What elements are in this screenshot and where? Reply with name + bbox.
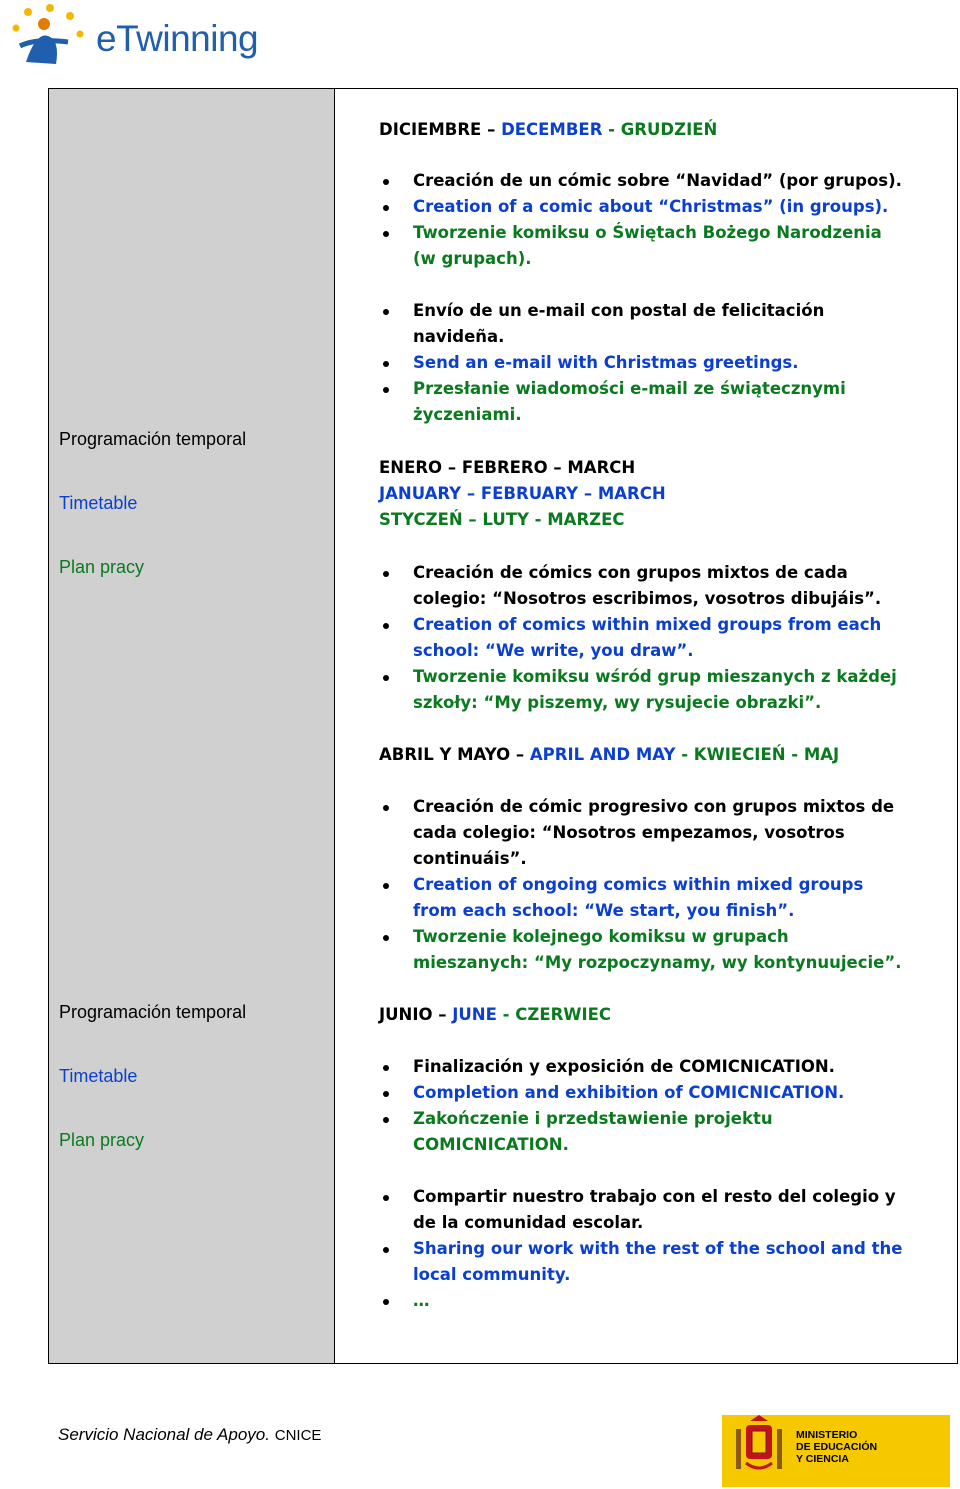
left-column <box>49 89 335 1363</box>
label-timetable: Timetable <box>59 493 138 513</box>
bullet-dot <box>383 1195 389 1201</box>
list-item-cont: local community. <box>413 1265 571 1284</box>
footer-text <box>58 1425 321 1445</box>
list-item: Creation of a comic about “Christmas” (in groups). <box>413 197 889 216</box>
heading-en: DECEMBER <box>501 120 603 139</box>
bullet-dot <box>383 675 389 681</box>
heading-en: JUNE <box>452 1005 497 1024</box>
heading-sep: - <box>608 120 616 139</box>
logo-text: eTwinning <box>96 18 259 59</box>
list-item: Finalización y exposición de COMICNICATION. <box>413 1057 835 1076</box>
ministry-line: DE EDUCACIÓN <box>796 1441 878 1453</box>
section-heading-es: ENERO – FEBRERO – MARCH <box>379 458 636 477</box>
timetable-table <box>48 88 958 1364</box>
heading-es: ABRIL Y MAYO <box>379 745 511 764</box>
section-heading-june <box>379 1005 611 1024</box>
bullet-dot <box>383 1247 389 1253</box>
heading-pl: GRUDZIEŃ <box>620 120 718 139</box>
bullet-dot <box>383 1299 389 1305</box>
bullet-dot <box>383 361 389 367</box>
list-item-cont: navideña. <box>413 327 505 346</box>
etwinning-logo <box>6 2 296 80</box>
heading-pl: KWIECIEŃ - MAJ <box>693 745 840 764</box>
list-item: Compartir nuestro trabajo con el resto del colegio y <box>413 1187 896 1206</box>
list-item-cont: colegio: “Nosotros escribimos, vosotros dibujáis”. <box>413 589 882 608</box>
bullet-dot <box>383 935 389 941</box>
list-item: Tworzenie kolejnego komiksu w grupach <box>413 927 789 946</box>
list-item-cont: szkoły: “My piszemy, wy rysujecie obrazki”. <box>413 693 822 712</box>
label-programacion: Programación temporal <box>59 429 247 449</box>
ministry-line: MINISTERIO <box>796 1429 858 1441</box>
label-plan-pracy: Plan pracy <box>59 1130 145 1150</box>
heading-sep: - <box>502 1005 510 1024</box>
list-item: … <box>413 1291 430 1310</box>
bullet-dot <box>383 1117 389 1123</box>
list-item-cont: COMICNICATION. <box>413 1135 569 1154</box>
list-item: Tworzenie komiksu wśród grup mieszanych z każdej <box>413 667 897 686</box>
list-item: Sharing our work with the rest of the school and the <box>413 1239 903 1258</box>
list-item: Zakończenie i przedstawienie projektu <box>413 1109 773 1128</box>
section-heading-december <box>379 120 717 139</box>
footer-service-name: Servicio Nacional de Apoyo. <box>58 1425 270 1444</box>
list-item: Tworzenie komiksu o Świętach Bożego Narodzenia <box>413 223 882 242</box>
heading-sep: – <box>487 120 496 139</box>
heading-es: JUNIO <box>379 1005 433 1024</box>
label-timetable: Timetable <box>59 1066 138 1086</box>
section-heading-pl: STYCZEŃ – LUTY - MARZEC <box>379 510 625 529</box>
list-item-cont: (w grupach). <box>413 249 532 268</box>
section-heading-april-may <box>379 745 839 764</box>
list-item: Creation of comics within mixed groups from each <box>413 615 882 634</box>
label-plan-pracy: Plan pracy <box>59 557 145 577</box>
bullet-dot <box>383 205 389 211</box>
list-item: Envío de un e-mail con postal de felicitación <box>413 301 825 320</box>
bullet-dot <box>383 571 389 577</box>
list-item-cont: życzeniami. <box>413 405 522 424</box>
heading-sep: – <box>438 1005 447 1024</box>
list-item-cont: cada colegio: “Nosotros empezamos, vosotros <box>413 823 845 842</box>
bullet-dot <box>383 805 389 811</box>
list-item-cont: mieszanych: “My rozpoczynamy, wy kontynuujecie”. <box>413 953 902 972</box>
heading-sep: - <box>681 745 689 764</box>
list-item-cont: continuáis”. <box>413 849 527 868</box>
bullet-dot <box>383 883 389 889</box>
list-item-cont: school: “We write, you draw”. <box>413 641 694 660</box>
list-item: Creación de cómic progresivo con grupos mixtos de <box>413 797 895 816</box>
bullet-dot <box>383 1091 389 1097</box>
bullet-dot <box>383 387 389 393</box>
list-item-cont: de la comunidad escolar. <box>413 1213 644 1232</box>
list-item-cont: from each school: “We start, you finish”. <box>413 901 795 920</box>
list-item: Creación de cómics con grupos mixtos de cada <box>413 563 848 582</box>
ministry-line: Y CIENCIA <box>796 1453 849 1465</box>
list-item: Send an e-mail with Christmas greetings. <box>413 353 799 372</box>
heading-pl: CZERWIEC <box>515 1005 612 1024</box>
list-item: Creación de un cómic sobre “Navidad” (por grupos). <box>413 171 902 190</box>
bullet-dot <box>383 179 389 185</box>
bullet-dot <box>383 1065 389 1071</box>
section-heading-en: JANUARY – FEBRUARY – MARCH <box>379 484 666 503</box>
heading-en: APRIL AND MAY <box>529 745 676 764</box>
list-item: Creation of ongoing comics within mixed groups <box>413 875 864 894</box>
bullet-dot <box>383 309 389 315</box>
etwinning-figure-icon <box>6 2 96 80</box>
ministry-logo <box>722 1415 950 1487</box>
coat-of-arms-icon <box>724 1415 794 1487</box>
ministry-text <box>796 1429 877 1465</box>
list-item: Completion and exhibition of COMICNICATION. <box>413 1083 845 1102</box>
heading-es: DICIEMBRE <box>379 120 482 139</box>
bullet-dot <box>383 231 389 237</box>
bullet-dot <box>383 623 389 629</box>
label-programacion: Programación temporal <box>59 1002 247 1022</box>
list-item: Przesłanie wiadomości e-mail ze świątecznymi <box>413 379 846 398</box>
heading-sep: – <box>515 745 525 764</box>
footer-cnice: CNICE <box>274 1427 322 1444</box>
